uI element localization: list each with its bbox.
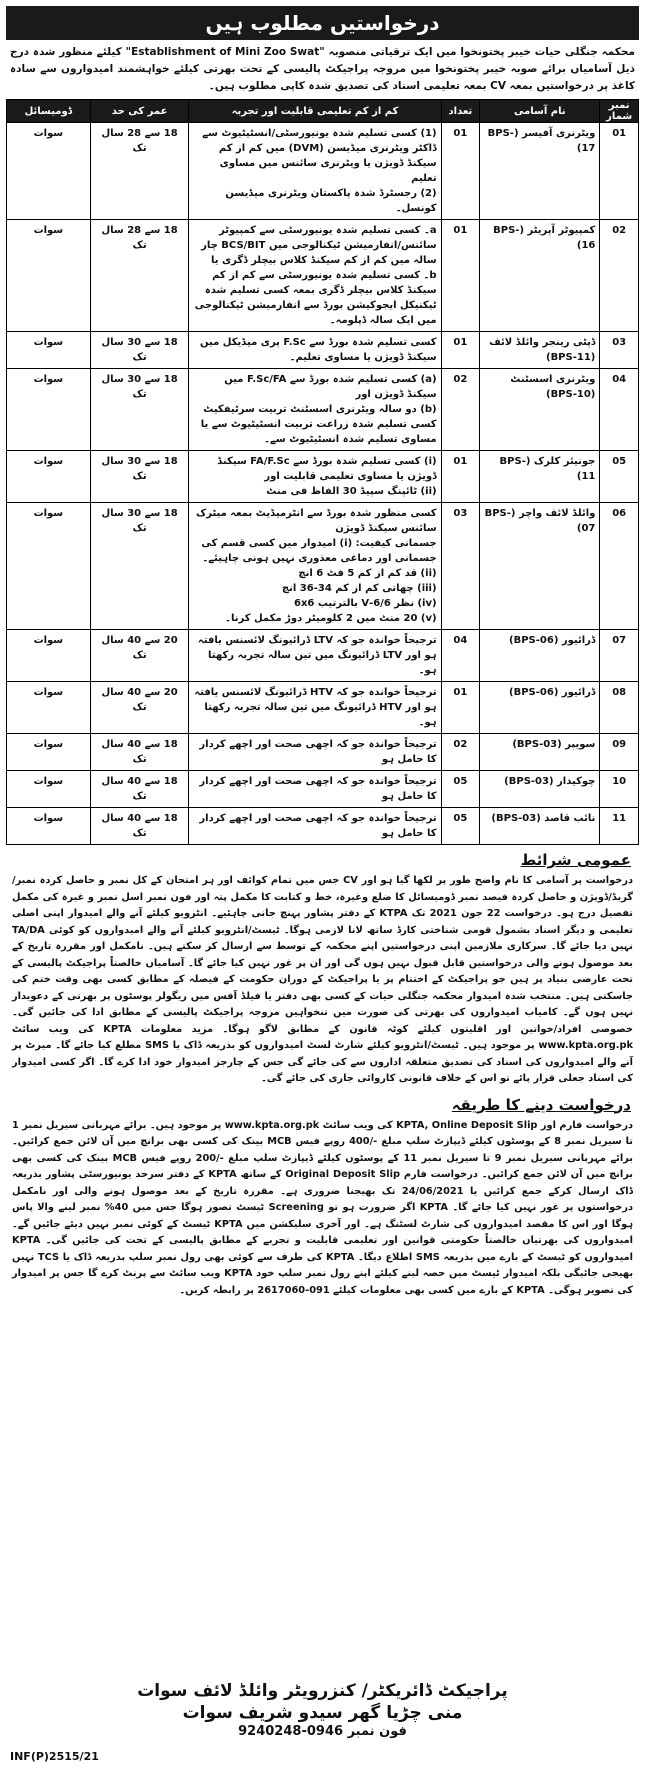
cell-qualification [189,682,441,734]
cell-age: 18 سے 30 سال تک [90,451,189,503]
header-title: نام آسامی [480,100,600,123]
cell-age: 18 سے 40 سال تک [90,734,189,771]
cell-sr: 02 [600,220,639,332]
jobs-table [6,99,639,845]
cell-qualification [189,369,441,451]
howto-text: درخواست فارم اور KPTA, Online Deposit Slip کی ویب سائٹ www.kpta.org.pk پر موجود ہیں۔ برائے مہربانی سیریل نمبر 1 تا سیریل نمبر 8 کے پوسٹوں کیلئے ڈیپازٹ سلپ مبلغ -/400 روپے فیس MCB بینک کی کسی بھی برانچ میں آن لائن جمع کرائیں۔ برائے مہربانی سیریل نمبر 9 تا سیریل نمبر 11 کے پوسٹوں کیلئے ڈیپازٹ سلپ مبلغ -/200 روپے فیس MCB بینک کی کسی بھی برانچ میں آن لائن جمع کرائیں۔ درخواست فارم Original Deposit Slip کے ساتھ KPTA کے دفتر سرحد یونیورسٹی پشاور بذریعہ ڈاک ارسال کرکے جمع کرائیں یا 24/06/2021 تک بھیجنا ضروری ہے۔ مقررہ تاریخ کے بعد موصول ہونے والی اور نامکمل درخواستوں پر غور نہیں کیا جائے گا۔ KPTA اگر ضرورت ہو تو Screening ٹیسٹ تصور ہوگا جس میں 40% نمبر لینے والا پاس ہوگا اور اس کا مقصد امیدواروں کی شارٹ لسٹنگ ہے۔ اور آخری سلیکشن میں KPTA ٹیسٹ کے کوئی نمبر نہیں دیئے جائیں گے۔ امیدواروں کی بھرتیاں خالصتاً حکومتی قوانین اور تعلیمی قابلیت و تجربے کے مطابق پالیسی کے تحت کی جائیں گی۔ KPTA امیدواروں کو ٹیسٹ کے بارے میں بذریعہ SMS اطلاع دیگا۔ KPTA کی طرف سے کوئی بھی رول نمبر سلپ بذریعہ ڈاک یا TCS نہیں بھیجی جائیگی بلکہ امیدوار ٹیسٹ میں حصہ لینے کیلئے اپنے رول نمبر سلپ خود KPTA ویب سائٹ سے پرنٹ کرے گا جس پر امیدوار کی تصویر ہوگی۔ KPTA کے بارے میں کسی بھی معلومات کیلئے 091-2617060 پر رابطہ کریں۔ [12,1119,634,1296]
table-row [7,682,639,734]
cell-domicile: سوات [7,332,91,369]
cell-domicile: سوات [7,734,91,771]
cell-title: ڈپٹی رینجر وائلڈ لائف (BPS-11) [480,332,600,369]
cell-domicile: سوات [7,123,91,220]
terms-text: درخواست پر آسامی کا نام واضح طور پر لکھا گیا ہو اور CV جس میں تمام کوائف اور ہر امتحان کے کل نمبر و حاصل کردہ نمبر/گریڈ/ڈویژن و حاصل کردہ فیصد نمبر ڈومیسائل کا ضلع وغیرہ، خط و کتابت کا مکمل پتہ اور فون نمبر اسل نمبر و غیرہ کی مکمل تفصیل درج ہو۔ درخواست 22 جون 2021 تک KTPA کے دفتر پشاور پہنچ جانی چاہئیے۔ انٹرویو کیلئے آنے والے امیدوار اپنی اصلی تعلیمی و دیگر اسناد بشمول قومی شناختی کارڈ ساتھ لانا لازمی ہوگا۔ ٹیسٹ/انٹرویو کیلئے آنے والے امیدواروں کو کوئی TA/DA نہیں دیا جائے گا۔ سرکاری ملازمین اپنی درخواستیں اپنے محکمہ کے توسط سے ارسال کر سکتے ہیں۔ نامکمل اور مقررہ تاریخ کے بعد موصول ہونے والی درخواستیں قابل قبول نہیں ہوں گی اور ان پر غور نہیں کیا جائے گا۔ آسامیاں خالصتاً پراجیکٹ پالیسی کے تحت عارضی بنیاد پر ہیں جو پراجیکٹ کے اختتام پر یا پراجیکٹ کے دوران حکومت کے فیصلہ کے مطابق کسی بھی وقت ختم کی جاسکتی ہیں۔ منتخب شدہ امیدوار محکمہ جنگلی حیات کے کسی بھی دفتر یا فیلڈ آفس میں ریگولر پوسٹوں پر بھرتی کے دعویدار نہیں ہوں گے۔ کامیاب امیدواروں کی بھرتی کی صورت میں تنخواہیں مروجہ پراجیکٹ پالیسی کے مطابق ادا کی جائیں گی۔ خصوصی افراد/خواتین اور اقلیتوں کیلئے کوٹہ قانون کے مطابق لاگو ہوگا۔ مزید معلومات KPTA کی ویب سائٹ www.kpta.org.pk پر موجود ہیں۔ ٹیسٹ/انٹرویو کیلئے شارٹ لسٹ امیدواروں کو بذریعہ ڈاک یا SMS مطلع کیا جائے گا۔ میرٹ پر آنے والے امیدواروں کی اسناد کی تصدیق متعلقہ اداروں سے کی جائے گی جس کے چارجز امیدوار خود ادا کرے گا۔ اگر کسی امیدوار کی اسناد جعلی قرار پائے تو اس کے خلاف قانونی کاروائی جاری کی جائے گی۔ [12,875,634,1084]
qualification-line: (i) کسی تسلیم شدہ بورڈ سے FA/F.Sc سیکنڈ ڈویژن یا مساوی تعلیمی قابلیت اور [217,456,437,482]
cell-age: 18 سے 30 سال تک [90,332,189,369]
table-row [7,123,639,220]
cell-qualification [189,332,441,369]
header-age: عمر کی حد [90,100,189,123]
cell-title: وائلڈ لائف واچر (BPS-07) [480,503,600,630]
cell-domicile: سوات [7,220,91,332]
table-row [7,808,639,845]
cell-sr: 03 [600,332,639,369]
qualification-line: (2) رجسٹرڈ شدہ پاکستان ویٹرنری میڈیسن کونسل۔ [225,188,437,214]
cell-qualification [189,123,441,220]
footer [6,1680,639,1768]
cell-count: 02 [441,734,480,771]
cell-domicile: سوات [7,808,91,845]
page-title: درخواستیں مطلوب ہیں [6,6,639,40]
cell-age: 18 سے 30 سال تک [90,503,189,630]
cell-title: ڈرائیور (BPS-06) [480,630,600,682]
cell-title: سویپر (BPS-03) [480,734,600,771]
cell-age: 18 سے 40 سال تک [90,808,189,845]
cell-domicile: سوات [7,451,91,503]
table-row [7,220,639,332]
phone-label: فون نمبر [347,1724,407,1739]
table-row [7,630,639,682]
cell-age: 18 سے 28 سال تک [90,220,189,332]
cell-age: 20 سے 40 سال تک [90,682,189,734]
phone-number: 0946-9240248 [238,1724,344,1739]
cell-domicile: سوات [7,682,91,734]
cell-count: 01 [441,220,480,332]
cell-qualification [189,503,441,630]
cell-sr: 07 [600,630,639,682]
qualification-line: ترجیحاً خواندہ جو کہ LTV ڈرائیونگ لائسنس یافتہ ہو اور LTV ڈرائیونگ میں تین سالہ تجربہ رکھتا ہو۔ [197,635,437,676]
qualification-line: (1) کسی تسلیم شدہ یونیورسٹی/انسٹیٹیوٹ سے ڈاکٹر ویٹرنری میڈیسن (DVM) میں کم از کم سیکنڈ ڈویژن یا ویٹرنری سائنس میں مساوی تعلیم [202,128,437,184]
table-header-row [7,100,639,123]
cell-title: کمپیوٹر آپریٹر (BPS-16) [480,220,600,332]
table-row [7,451,639,503]
reference-number: INF(P)2515/21 [10,1750,99,1763]
terms-title: عمومی شرائط [520,851,631,869]
qualification-line: (a) کسی تسلیم شدہ بورڈ سے F.Sc/FA میں سیکنڈ ڈویژن اور [224,374,437,400]
cell-domicile: سوات [7,630,91,682]
cell-title: نائب قاصد (BPS-03) [480,808,600,845]
cell-count: 01 [441,682,480,734]
cell-sr: 09 [600,734,639,771]
header-count: تعداد [441,100,480,123]
cell-count: 05 [441,771,480,808]
table-row [7,503,639,630]
header-domicile: ڈومیسائل [7,100,91,123]
jobs-table-body [7,123,639,845]
cell-title: جونیئر کلرک (BPS-11) [480,451,600,503]
qualification-line: کسی منظور شدہ بورڈ سے انٹرمیڈیٹ بمعہ میٹرک سائنس سیکنڈ ڈویژن [196,508,437,534]
cell-sr: 04 [600,369,639,451]
cell-count: 01 [441,451,480,503]
cell-count: 01 [441,123,480,220]
qualification-line: (iv) نظر 6/6-V بالترتیب 6x6 [293,598,437,609]
intro-paragraph: محکمہ جنگلی حیات خیبر پختونخوا میں ایک ترقیاتی منصوبہ "Establishment of Mini Zoo Swat" کیلئے منظور شدہ درج ذیل آسامیاں برائے صوبہ خیبر پختونخوا میں مروجہ پراجیکٹ پالیسی کے تحت بھرتی کیلئے خواہشمند امیدواروں سے سادہ کاغذ پر درخواستیں بمعہ CV بمعہ تعلیمی اسناد کی تصدیق شدہ کاپی مطلوب ہیں۔ [10,46,635,92]
qualification-line: b۔ کسی تسلیم شدہ یونیورسٹی سے کم از کم سیکنڈ کلاس بیچلر ڈگری بمعہ کسی تسلیم شدہ ٹیکنیکل ایجوکیشن بورڈ سے انفارمیشن ٹیکنالوجی میں ایک سالہ ڈپلومہ۔ [194,270,437,326]
table-row [7,771,639,808]
cell-sr: 08 [600,682,639,734]
cell-qualification [189,451,441,503]
qualification-line: (v) 20 منٹ میں 2 کلومیٹر دوڑ مکمل کرنا۔ [225,613,437,624]
cell-qualification [189,771,441,808]
header-sr: نمبر شمار [600,100,639,123]
cell-title: ڈرائیور (BPS-06) [480,682,600,734]
cell-title: چوکیدار (BPS-03) [480,771,600,808]
cell-count: 01 [441,332,480,369]
footer-line-2: منی چڑیا گھر سیدو شریف سوات [182,1703,463,1723]
cell-age: 18 سے 28 سال تک [90,123,189,220]
qualification-line: (iii) چھاتی کم از کم 34-36 انچ [281,583,437,594]
cell-age: 18 سے 40 سال تک [90,771,189,808]
header-qualification: کم از کم تعلیمی قابلیت اور تجربہ [189,100,441,123]
footer-line-1: پراجیکٹ ڈائریکٹر/ کنزرویٹر وائلڈ لائف سوات [137,1681,508,1701]
qualification-line: ترجیحاً خواندہ جو کہ اچھی صحت اور اچھے کردار کا حامل ہو [199,776,437,802]
cell-qualification [189,808,441,845]
cell-count: 05 [441,808,480,845]
qualification-line: (b) دو سالہ ویٹرنری اسسٹنٹ تربیت سرٹیفکیٹ کسی تسلیم شدہ زراعت تربیت انسٹیٹیوٹ سے یا مساوی تسلیم شدہ انسٹیٹیوٹ سے۔ [200,404,437,445]
cell-sr: 11 [600,808,639,845]
cell-count: 02 [441,369,480,451]
qualification-line: (ii) ٹائپنگ سپیڈ 30 الفاظ فی منٹ [266,486,437,497]
howto-title: درخواست دینے کا طریقہ [451,1095,631,1114]
qualification-line: (ii) قد کم از کم 5 فٹ 6 انچ [298,568,437,579]
table-row [7,369,639,451]
cell-domicile: سوات [7,503,91,630]
cell-title: ویٹرنری اسسٹنٹ (BPS-10) [480,369,600,451]
cell-age: 20 سے 40 سال تک [90,630,189,682]
qualification-line: جسمانی کیفیت: (i) امیدوار میں کسی قسم کی جسمانی اور دماغی معذوری نہیں ہونی چاہیئے۔ [201,538,437,564]
cell-title: ویٹرنری آفیسر (BPS-17) [480,123,600,220]
cell-count: 04 [441,630,480,682]
qualification-line: a۔ کسی تسلیم شدہ یونیورسٹی سے کمپیوٹر سائنس/انفارمیشن ٹیکنالوجی میں BCS/BIT چار سالہ میں کم از کم سیکنڈ کلاس بیچلر ڈگری یا [201,225,437,266]
cell-sr: 01 [600,123,639,220]
cell-count: 03 [441,503,480,630]
cell-domicile: سوات [7,369,91,451]
qualification-line: ترجیحاً خواندہ جو کہ اچھی صحت اور اچھے کردار کا حامل ہو [199,813,437,839]
cell-sr: 05 [600,451,639,503]
cell-sr: 10 [600,771,639,808]
qualification-line: ترجیحاً خواندہ جو کہ HTV ڈرائیونگ لائسنس یافتہ ہو اور HTV ڈرائیونگ میں تین سالہ تجربہ رکھتا ہو۔ [194,687,437,728]
cell-age: 18 سے 30 سال تک [90,369,189,451]
cell-qualification [189,734,441,771]
cell-domicile: سوات [7,771,91,808]
footer-phone [6,1724,639,1739]
qualification-line: ترجیحاً خواندہ جو کہ اچھی صحت اور اچھے کردار کا حامل ہو [199,739,437,765]
qualification-line: کسی تسلیم شدہ بورڈ سے F.Sc پری میڈیکل میں سیکنڈ ڈویژن یا مساوی تعلیم۔ [200,337,437,363]
table-row [7,332,639,369]
cell-qualification [189,630,441,682]
table-row [7,734,639,771]
cell-sr: 06 [600,503,639,630]
cell-qualification [189,220,441,332]
